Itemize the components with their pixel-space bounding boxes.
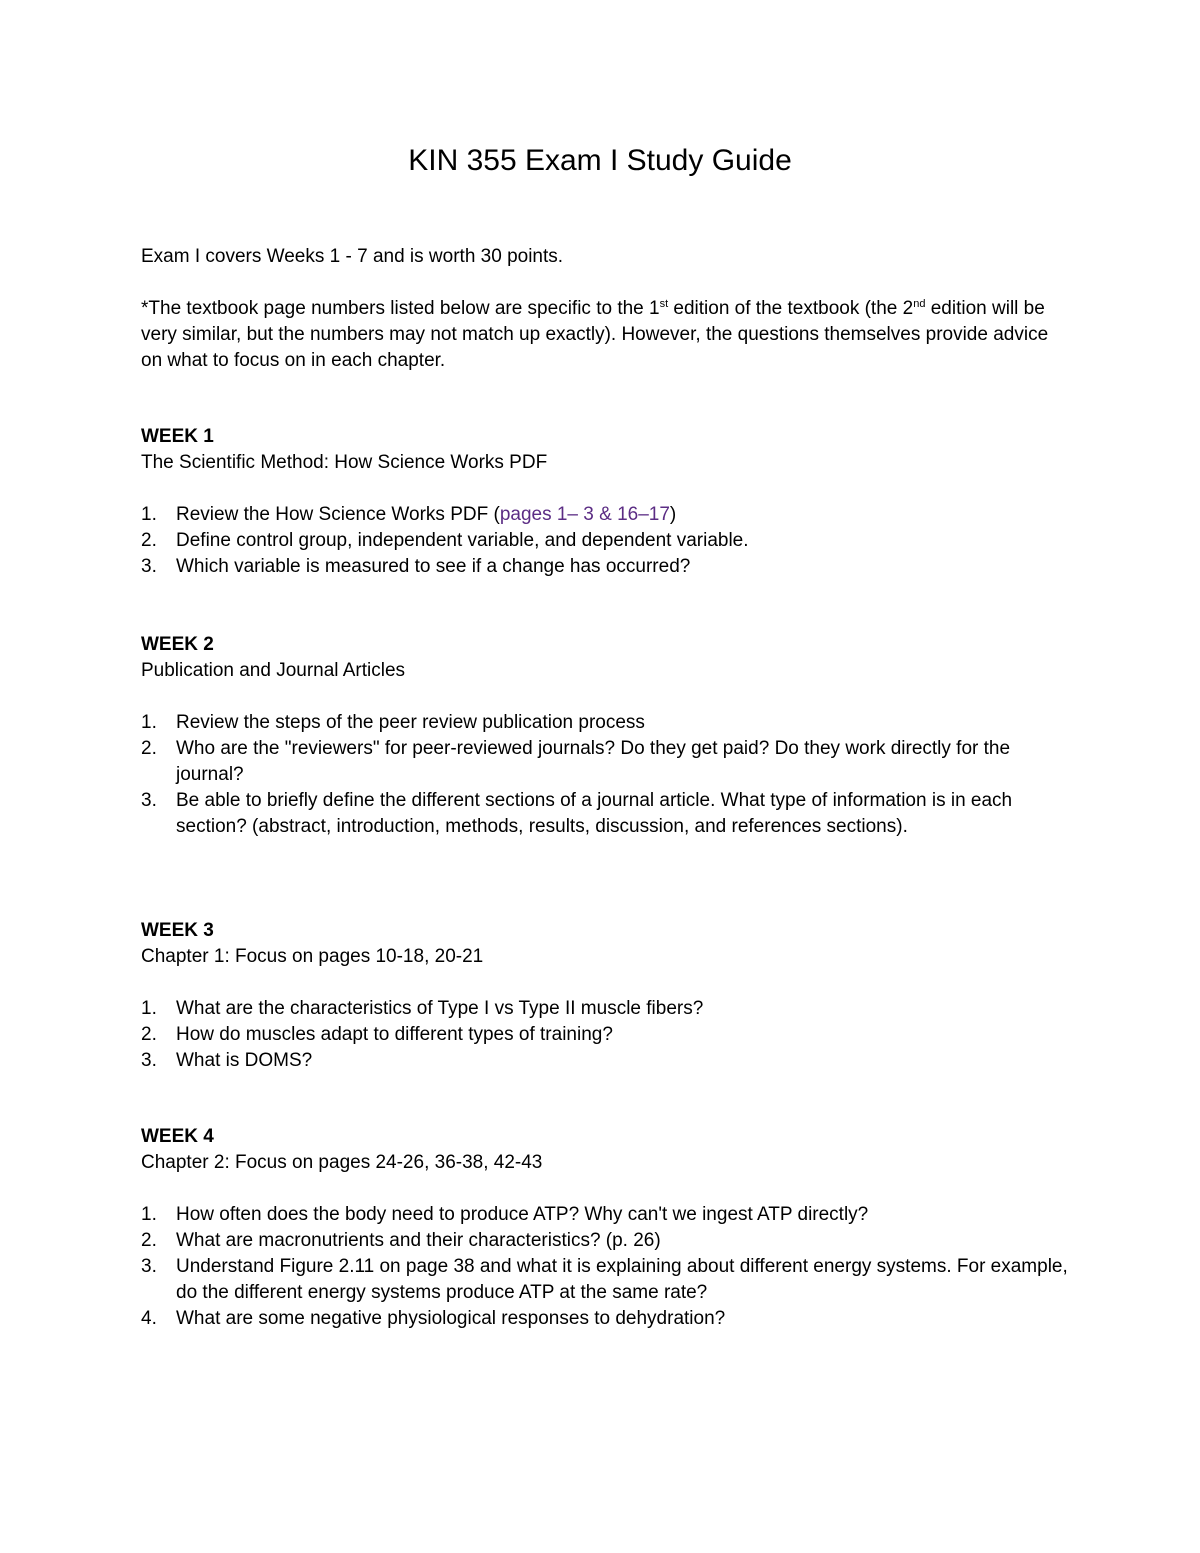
item-text: Be able to briefly define the different sections of a journal article. What type of information is in each section? (abstract, introduction, methods, results, discussion, and references sections).: [176, 790, 1013, 837]
item-text-part: Review the How Science Works PDF (: [176, 504, 500, 525]
item-text: Understand Figure 2.11 on page 38 and what it is explaining about different energy systems. For example, do the different energy systems produce ATP at the same rate?: [176, 1256, 1068, 1303]
item-number: 3.: [141, 1050, 157, 1071]
item-text: [176, 502, 1071, 528]
week-section: [141, 424, 1071, 580]
item-number: 1.: [141, 1204, 157, 1225]
page-title: KIN 355 Exam I Study Guide: [408, 144, 792, 177]
week-heading: WEEK 4: [141, 1126, 214, 1147]
list-item: [141, 736, 1071, 788]
list-item: [141, 528, 1071, 554]
item-text: What are macronutrients and their characteristics? (p. 26): [176, 1230, 661, 1251]
textbook-note: [141, 296, 1071, 374]
list-item: [141, 1202, 1071, 1228]
week-subtitle: Chapter 2: Focus on pages 24-26, 36-38, 42-43: [141, 1152, 543, 1173]
item-text: How do muscles adapt to different types of training?: [176, 1024, 613, 1045]
item-text: How often does the body need to produce ATP? Why can't we ingest ATP directly?: [176, 1204, 869, 1225]
pages-link[interactable]: pages 1– 3 & 16–17: [499, 504, 670, 525]
item-text: What is DOMS?: [176, 1050, 313, 1071]
item-text: Review the steps of the peer review publication process: [176, 712, 645, 733]
list-item: [141, 1228, 1071, 1254]
week-heading: WEEK 2: [141, 634, 214, 655]
item-number: 2.: [141, 530, 157, 551]
item-text-part: ): [669, 504, 677, 525]
exam-coverage-text: Exam I covers Weeks 1 - 7 and is worth 30 points.: [141, 246, 564, 267]
item-number: 2.: [141, 738, 157, 759]
note-superscript: nd: [913, 298, 926, 310]
item-text: Who are the "reviewers" for peer-reviewed journals? Do they get paid? Do they work directly for the journal?: [176, 738, 1011, 785]
item-text: What are some negative physiological responses to dehydration?: [176, 1308, 726, 1329]
note-text: edition will be very similar, but the numbers may not match up exactly). However, the questions themselves provide advice on what to focus on in each chapter.: [141, 298, 1049, 371]
item-number: 3.: [141, 556, 157, 577]
item-text: Which variable is measured to see if a change has occurred?: [176, 556, 691, 577]
item-number: 4.: [141, 1308, 157, 1329]
week-section: [141, 1124, 1071, 1332]
item-number: 1.: [141, 712, 157, 733]
item-number: 3.: [141, 1256, 157, 1277]
list-item: [141, 1306, 1071, 1332]
intro-section: [141, 244, 1071, 374]
item-number: 2.: [141, 1024, 157, 1045]
item-text: Define control group, independent variable, and dependent variable.: [176, 530, 749, 551]
list-item: [141, 788, 1071, 840]
week-heading: WEEK 1: [141, 426, 214, 447]
item-number: 3.: [141, 790, 157, 811]
list-item: [141, 554, 1071, 580]
question-list: [141, 996, 1071, 1074]
week-section: [141, 918, 1071, 1074]
item-number: 2.: [141, 1230, 157, 1251]
question-list: [141, 1202, 1071, 1332]
week-section: [141, 632, 1071, 840]
list-item: [141, 1022, 1071, 1048]
week-subtitle: Chapter 1: Focus on pages 10-18, 20-21: [141, 946, 484, 967]
list-item: [141, 502, 1071, 528]
note-text: *The textbook page numbers listed below are specific to the 1: [141, 298, 660, 319]
question-list: [141, 502, 1071, 580]
week-subtitle: The Scientific Method: How Science Works PDF: [141, 452, 548, 473]
item-text: What are the characteristics of Type I vs Type II muscle fibers?: [176, 998, 704, 1019]
question-list: [141, 710, 1071, 840]
item-number: 1.: [141, 504, 157, 525]
list-item: [141, 1048, 1071, 1074]
note-text: edition of the textbook (the 2: [668, 298, 914, 319]
week-heading: WEEK 3: [141, 920, 214, 941]
item-number: 1.: [141, 998, 157, 1019]
list-item: [141, 996, 1071, 1022]
list-item: [141, 710, 1071, 736]
note-superscript: st: [659, 298, 669, 310]
list-item: [141, 1254, 1071, 1306]
week-subtitle: Publication and Journal Articles: [141, 660, 406, 681]
